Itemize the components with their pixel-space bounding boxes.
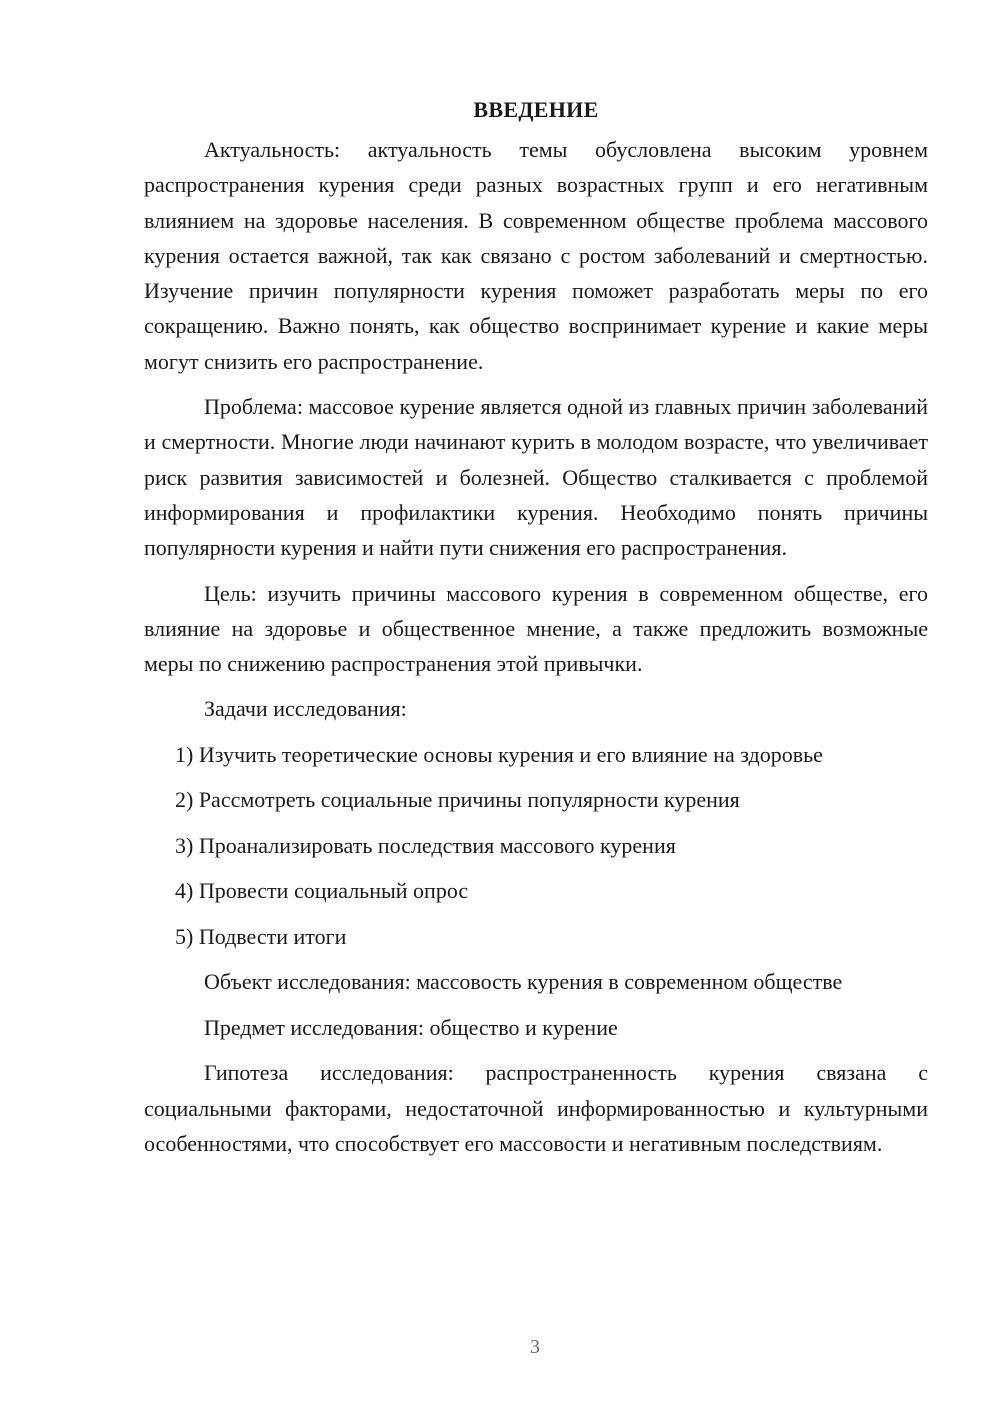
object-paragraph: Объект исследования: массовость курения в современном обществе — [204, 969, 843, 995]
tasks-heading: Задачи исследования: — [204, 696, 407, 722]
list-item: 5) Подвести итоги — [175, 923, 347, 949]
problem-paragraph: Проблема: массовое курение является одной из главных причин заболеваний и смертности. Многие люди начинают курить в молодом возрасте, что увеличивает риск развития зависимостей и болезней. Общество сталкивается с проблемой информирования и профилактики курения. Необходимо понять причины популярности курения и найти пути снижения его распространения. — [144, 394, 928, 561]
list-item: 3) Проанализировать последствия массового курения — [175, 832, 676, 858]
subject-paragraph: Предмет исследования: общество и курение — [204, 1014, 618, 1040]
goal-paragraph: Цель: изучить причины массового курения в современном обществе, его влияние на здоровье и общественное мнение, а также предложить возможные меры по снижению распространения этой привычки. — [144, 580, 928, 677]
list-item: 1) Изучить теоретические основы курения и его влияние на здоровье — [175, 741, 823, 767]
hypothesis-paragraph: Гипотеза исследования: распространенность курения связана с социальными факторами, недостаточной информированностью и культурными особенностями, что способствует его массовости и негативным последствиям. — [144, 1060, 928, 1157]
list-item: 4) Провести социальный опрос — [175, 878, 469, 904]
list-item: 2) Рассмотреть социальные причины популярности курения — [175, 787, 740, 813]
page-number: 3 — [530, 1336, 540, 1358]
relevance-paragraph: Актуальность: актуальность темы обусловлена высоким уровнем распространения курения среди разных возрастных групп и его негативным влиянием на здоровье населения. В современном обществе проблема массового курения остается важной, так как связано с ростом заболеваний и смертностью. Изучение причин популярности курения поможет разработать меры по его сокращению. Важно понять, как общество воспринимает курение и какие меры могут снизить его распространение. — [144, 137, 928, 374]
page-title: ВВЕДЕНИЕ — [473, 97, 599, 122]
page-body — [144, 96, 928, 1171]
tasks-list — [144, 737, 928, 954]
